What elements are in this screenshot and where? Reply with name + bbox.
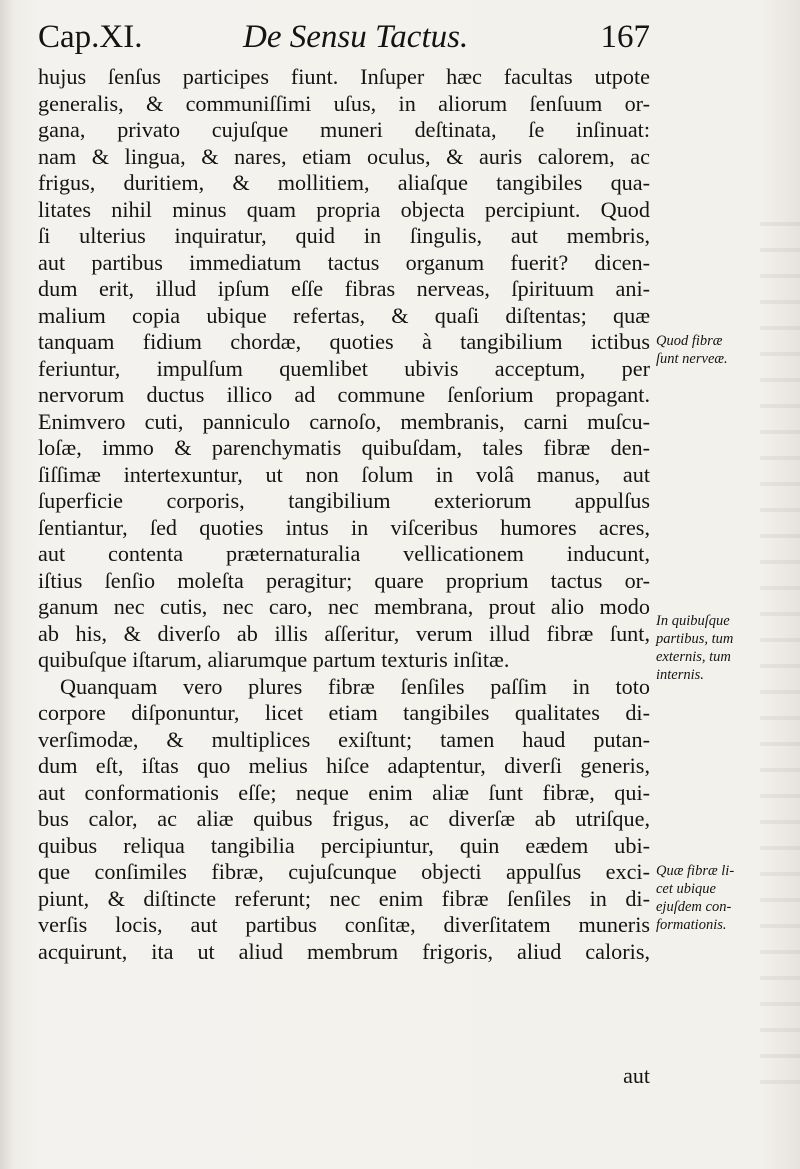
text-line: acquirunt, ita ut aliud membrum frigoris, aliud caloris, xyxy=(38,938,650,964)
text-line: quibus reliqua tangibilia percipiuntur, quin eædem ubi- xyxy=(38,832,650,858)
chapter-label: Cap.XI. xyxy=(38,19,143,55)
marginal-note-line: Quod fibræ xyxy=(656,333,723,349)
running-title: De Sensu Tactus. xyxy=(243,19,469,55)
text-line: hujus ſenſus participes fiunt. Inſuper hæc facultas utpote xyxy=(38,64,650,89)
text-line: ſuperficie corporis, tangibilium exteriorum appulſus xyxy=(38,488,650,513)
text-line: ſentiantur, ſed quoties intus in viſceribus humores acres, xyxy=(38,514,650,540)
text-line: verſimodæ, & multiplices exiſtunt; tamen haud putan- xyxy=(38,726,650,752)
text-line: que conſimiles fibræ, cujuſcunque objecti appulſus exci- xyxy=(38,859,650,884)
marginal-note-line: cet ubique xyxy=(656,881,716,897)
text-line: ganum nec cutis, nec caro, nec membrana, prout alio modo xyxy=(38,594,650,619)
text-line: iſtius ſenſio moleſta peragitur; quare proprium tactus or- xyxy=(38,567,650,593)
catchword: aut xyxy=(623,1063,650,1088)
page-number: 167 xyxy=(600,19,650,55)
text-line: corpore diſponuntur, licet etiam tangibiles qualitates di- xyxy=(38,700,650,725)
text-line: feriuntur, impulſum quemlibet ubivis acceptum, per xyxy=(38,355,650,381)
text-line: nervorum ductus illico ad commune ſenſorium propagant. xyxy=(38,382,650,407)
text-line: gana, privato cujuſque muneri deſtinata, ſe inſinuat: xyxy=(38,117,650,142)
paragraph-first-line: Quanquam vero plures fibræ ſenſiles paſſim in toto xyxy=(60,673,650,699)
text-line: loſæ, immo & parenchymatis quibuſdam, tales fibræ den- xyxy=(38,435,650,460)
text-line: litates nihil minus quam propria objecta percipiunt. Quod xyxy=(38,196,650,222)
marginal-note-line: partibus, tum xyxy=(656,631,734,647)
text-line: piunt, & diſtincte referunt; nec enim fibræ ſenſiles in di- xyxy=(38,885,650,911)
text-line: ſiſſimæ intertexuntur, ut non ſolum in volâ manus, aut xyxy=(38,461,650,487)
text-line: nam & lingua, & nares, etiam oculus, & auris calorem, ac xyxy=(38,143,650,169)
marginal-note-line: externis, tum xyxy=(656,649,731,665)
marginal-note-line: ejuſdem con- xyxy=(656,899,732,915)
text-line: generalis, & communiſſimi uſus, in aliorum ſenſuum or- xyxy=(38,90,650,116)
text-line: ab his, & diverſo ab illis aſſeritur, verum illud fibræ ſunt, xyxy=(38,620,650,646)
main-text-block xyxy=(38,64,650,965)
text-line: dum erit, illud ipſum eſſe fibras nerveas, ſpirituum ani- xyxy=(38,276,650,301)
text-line: frigus, duritiem, & mollitiem, aliaſque tangibiles qua- xyxy=(38,170,650,195)
text-line: malium copia ubique refertas, & quaſi diſtentas; quæ xyxy=(38,302,650,328)
text-line: verſis locis, aut partibus conſitæ, diverſitatem muneris xyxy=(38,912,650,937)
text-line: aut contenta præternaturalia vellicationem inducunt, xyxy=(38,541,650,566)
marginal-note xyxy=(656,332,796,368)
marginal-note-line: Quæ fibræ li- xyxy=(656,863,735,879)
marginal-note-line: formationis. xyxy=(656,917,727,933)
marginal-note-line: In quibuſque xyxy=(656,613,730,629)
text-line: quibuſque iſtarum, aliarumque partum texturis inſitæ. xyxy=(38,647,510,672)
running-head xyxy=(38,14,650,60)
marginal-note xyxy=(656,862,796,934)
text-line: Enimvero cuti, panniculo carnoſo, membranis, carni muſcu- xyxy=(38,408,650,434)
marginal-note-line: internis. xyxy=(656,667,704,683)
marginal-note-line: ſunt nerveæ. xyxy=(656,351,728,367)
text-line: bus calor, ac aliæ quibus frigus, ac diverſæ ab utriſque, xyxy=(38,806,650,831)
text-line: ſi ulterius inquiratur, quid in ſingulis, aut membris, xyxy=(38,223,650,248)
text-line: dum eſt, iſtas quo melius hiſce adaptentur, diverſi generis, xyxy=(38,753,650,778)
marginal-note xyxy=(656,612,796,684)
text-line: tanquam fidium chordæ, quoties à tangibilium ictibus xyxy=(38,329,650,354)
text-line: aut partibus immediatum tactus organum fuerit? dicen- xyxy=(38,249,650,275)
text-line: aut conformationis eſſe; neque enim aliæ ſunt fibræ, qui- xyxy=(38,779,650,805)
